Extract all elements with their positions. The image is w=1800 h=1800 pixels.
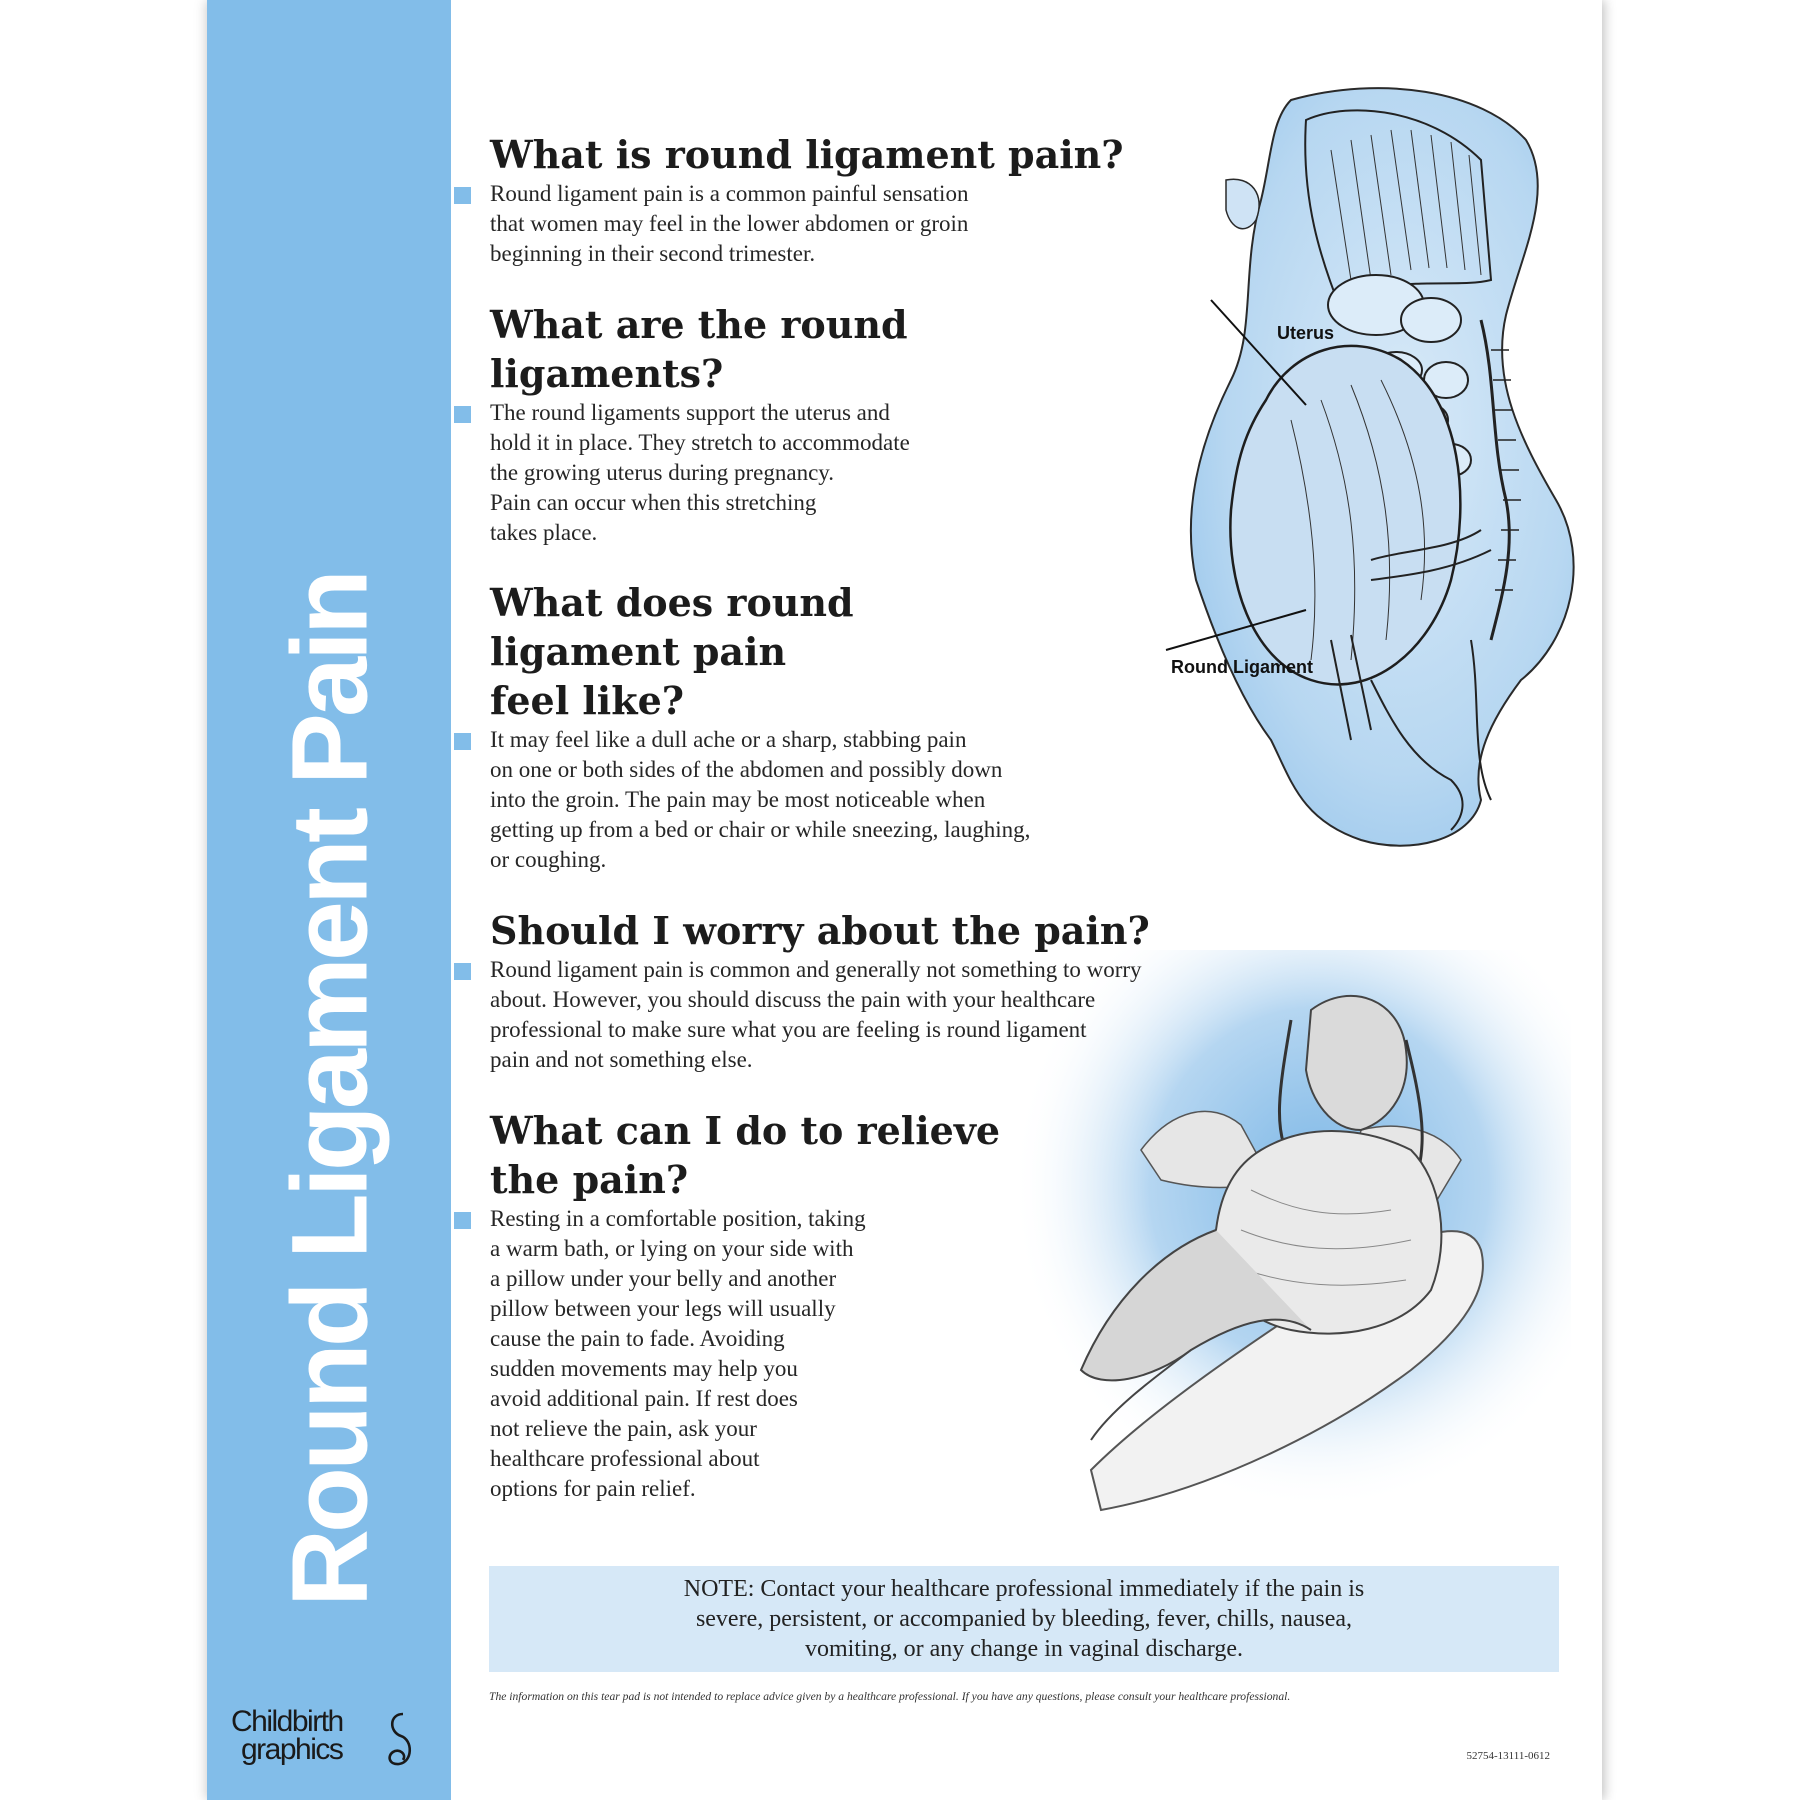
- logo-line-2: graphics: [241, 1733, 343, 1766]
- faq-section-3: [490, 578, 1030, 875]
- bullet-square-icon: [454, 187, 471, 204]
- bullet-square-icon: [454, 733, 471, 750]
- faq-body: Resting in a comfortable position, taking a warm bath, or lying on your side with a pillow under your belly and another pillow between your legs will usually cause the pain to fade. Avoiding sudden movements may help you avoid additional pain. If rest does not relieve the pain, ask your healthcare professional about options for pain relief.: [490, 1206, 866, 1501]
- faq-section-5: [490, 1106, 1000, 1504]
- childbirth-graphics-logo: [231, 1705, 441, 1778]
- product-code: 52754-13111-0612: [1466, 1750, 1550, 1762]
- note-text: NOTE: Contact your healthcare professional immediately if the pain is severe, persistent, or accompanied by bleeding, fever, chills, nausea, vomiting, or any change in vaginal discharge.: [683, 1576, 1365, 1662]
- logo-line-1: Childbirth: [231, 1705, 343, 1738]
- vertical-title: Round Ligament Pain: [268, 572, 390, 1608]
- faq-section-4: [490, 906, 1150, 1075]
- bullet-square-icon: [454, 963, 471, 980]
- tear-pad-sheet: [207, 0, 1602, 1800]
- faq-heading: What can I do to relieve the pain?: [490, 1108, 1001, 1202]
- faq-heading: What is round ligament pain?: [490, 132, 1124, 177]
- uterus-label: Uterus: [1277, 323, 1335, 343]
- sidebar-band: [207, 0, 451, 1800]
- faq-body: It may feel like a dull ache or a sharp, stabbing pain on one or both sides of the abdomen and possibly down into the groin. The pain may be most noticeable when getting up from a bed or chair or while sneezing, laughing, or coughing.: [490, 727, 1031, 872]
- content-area: [451, 0, 1602, 1800]
- note-box: [489, 1566, 1559, 1672]
- faq-body: The round ligaments support the uterus and hold it in place. They stretch to accommodate the growing uterus during pregnancy. Pain can occur when this stretching takes place.: [490, 400, 910, 545]
- faq-heading: What does round ligament pain feel like?: [490, 580, 854, 723]
- faq-heading: Should I worry about the pain?: [490, 908, 1150, 953]
- round-ligament-label: Round Ligament: [1171, 657, 1313, 677]
- faq-body: Round ligament pain is common and generally not something to worry about. However, you should discuss the pain with your healthcare professional to make sure what you are feeling is round ligament pain and not something else.: [490, 957, 1142, 1072]
- logo-mark-icon: [383, 1710, 417, 1768]
- faq-section-1: [490, 130, 1124, 269]
- faq-heading: What are the round ligaments?: [490, 302, 908, 396]
- bullet-square-icon: [454, 1212, 471, 1229]
- faq-body: Round ligament pain is a common painful sensation that women may feel in the lower abdomen or groin beginning in their second trimester.: [490, 181, 969, 266]
- pregnancy-anatomy-illustration: [1051, 80, 1591, 860]
- faq-section-2: [490, 300, 910, 548]
- disclaimer-text: The information on this tear pad is not intended to replace advice given by a healthcare professional. If you have any questions, please consult your healthcare professional.: [489, 1690, 1291, 1703]
- bullet-square-icon: [454, 406, 471, 423]
